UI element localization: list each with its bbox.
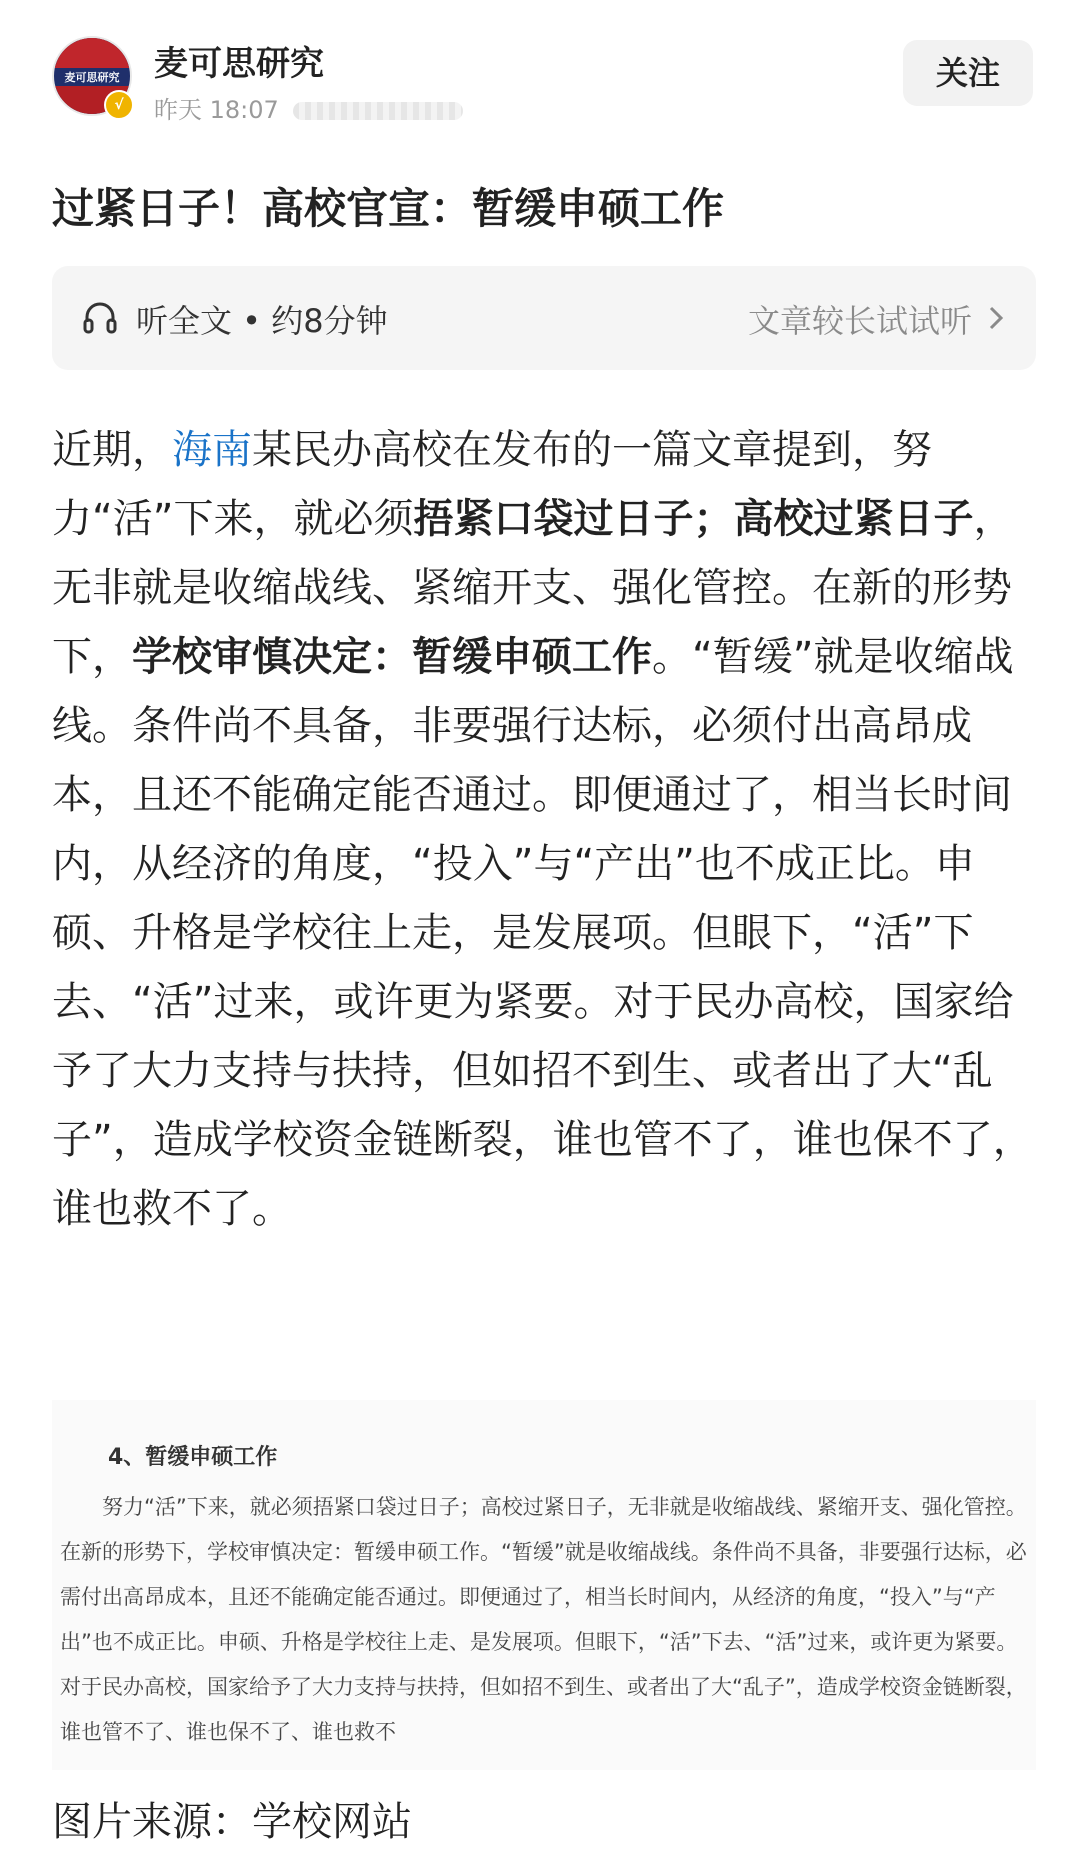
headphones-icon (82, 300, 118, 336)
author-name[interactable]: 麦可思研究 (154, 44, 324, 84)
location-link[interactable]: 海南 (172, 427, 252, 473)
article-body (52, 416, 1042, 1244)
body-segment: ，无非就是收缩战线、紧缩开支、强化管控。在新的形势下， (52, 496, 1014, 680)
article-title: 过紧日子！高校官宣：暂缓申硕工作 (52, 184, 725, 233)
image-caption: 图片来源：学校网站 (52, 1799, 412, 1845)
embedded-heading: 4、暂缓申硕工作 (108, 1445, 278, 1470)
listen-label: 听全文 • 约8分钟 (136, 302, 388, 340)
body-segment: 。“暂缓”就是收缩战线。条件尚不具备，非要强行达标，必须付出高昂成本，且还不能确定能否通过。即便通过了，相当长时间内，从经济的角度，“投入”与“产出”也不成正比。申硕、升格是学校往上走，是发展项。但眼下，“活”下去、“活”过来，或许更为紧要。对于民办高校，国家给予了大力支持与扶持，但如招不到生、或者出了大“乱子”，造成学校资金链断裂，谁也管不了，谁也保不了，谁也救不了。 (52, 634, 1033, 1232)
follow-button[interactable]: 关注 (903, 40, 1033, 106)
body-bold-segment: 学校审慎决定：暂缓申硕工作 (132, 634, 652, 680)
author-header (0, 0, 1080, 140)
body-segment: 近期， (52, 427, 172, 473)
embedded-paragraph: 努力“活”下来，就必须捂紧口袋过日子；高校过紧日子，无非就是收缩战线、紧缩开支、强化管控。在新的形势下，学校审慎决定：暂缓申硕工作。“暂缓”就是收缩战线。条件尚不具备，非要强行达标，必需付出高昂成本，且还不能确定能否通过。即便通过了，相当长时间内，从经济的角度，“投入”与“产出”也不成正比。申硕、升格是学校往上走、是发展项。但眼下，“活”下去、“活”过来，或许更为紧要。对于民办高校，国家给予了大力支持与扶持，但如招不到生、或者出了大“乱子”，造成学校资金链断裂，谁也管不了、谁也保不了、谁也救不 (60, 1495, 1027, 1744)
embedded-screenshot-image[interactable] (52, 1400, 1036, 1770)
listen-full-text-bar[interactable] (52, 266, 1036, 370)
verified-badge-icon: √ (104, 90, 134, 120)
chevron-right-icon (986, 304, 1006, 332)
blurred-location (293, 102, 463, 120)
post-time: 昨天 18:07 (154, 96, 279, 124)
avatar-logo-text: 麦可思研究 (64, 71, 120, 84)
avatar-top-band (54, 38, 130, 68)
body-bold-segment: 捂紧口袋过日子；高校过紧日子 (413, 496, 974, 542)
post-meta (154, 90, 463, 125)
body-segment: 某民办高校在发布的一篇文章提到，努力“活”下来，就必须 (52, 427, 932, 542)
listen-hint: 文章较长试试听 (747, 302, 972, 340)
